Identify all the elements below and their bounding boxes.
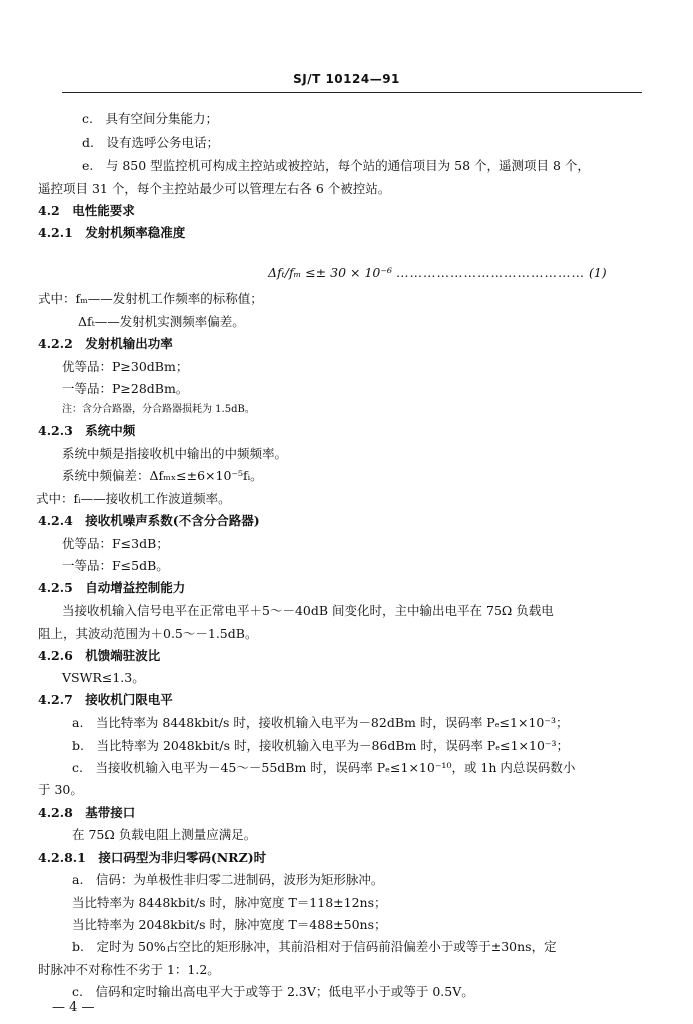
equation-leader: …………………………………… <box>395 265 585 280</box>
text-line: b. 当比特率为 2048kbit/s 时，接收机输入电平为－86dBm 时，误码率 Pₑ≤1×10⁻³； <box>72 738 570 753</box>
header-rule <box>62 92 642 93</box>
text-line: 一等品：P≥28dBm。 <box>62 381 189 396</box>
section-heading: 4.2 电性能要求 <box>38 203 135 218</box>
text-line: 当比特率为 8448kbit/s 时，脉冲宽度 T＝118±12ns； <box>72 895 387 910</box>
text-line: 于 30。 <box>38 782 83 797</box>
text-line: 式中：fₘ——发射机工作频率的标称值； <box>38 291 263 306</box>
text-line: Δfₜ——发射机实测频率偏差。 <box>78 314 245 329</box>
equation-body: Δfₜ/fₘ ≤± 30 × 10⁻⁶ <box>268 265 392 280</box>
text-line: 一等品：F≤5dB。 <box>62 558 169 573</box>
section-heading: 4.2.6 机馈端驻波比 <box>38 648 161 663</box>
section-heading: 4.2.8 基带接口 <box>38 805 136 820</box>
text-line: c. 具有空间分集能力； <box>82 111 218 126</box>
text-line: 遥控项目 31 个，每个主控站最少可以管理左右各 6 个被控站。 <box>38 181 391 196</box>
text-line: 优等品：F≤3dB； <box>62 536 169 551</box>
text-line: 式中：fᵢ——接收机工作波道频率。 <box>36 491 231 506</box>
text-line: c. 当接收机输入电平为－45～－55dBm 时，误码率 Pₑ≤1×10⁻¹⁰，或 1h 内总误码数小 <box>72 760 576 775</box>
text-line: 当比特率为 2048kbit/s 时，脉冲宽度 T＝488±50ns； <box>72 917 387 932</box>
text-line: 系统中频是指接收机中输出的中频频率。 <box>62 446 288 461</box>
document-code: SJ/T 10124—91 <box>293 72 400 86</box>
section-heading: 4.2.5 自动增益控制能力 <box>38 580 186 595</box>
text-line: d. 设有选呼公务电话； <box>82 135 219 150</box>
text-line: VSWR≤1.3。 <box>62 670 145 685</box>
text-line: 系统中频偏差：Δfₘₓ≤±6×10⁻⁵fᵢ。 <box>62 468 263 483</box>
section-heading: 4.2.4 接收机噪声系数(不含分合路器) <box>38 513 260 528</box>
section-heading: 4.2.2 发射机输出功率 <box>38 336 173 351</box>
text-line: 阻上，其波动范围为＋0.5～－1.5dB。 <box>38 626 258 641</box>
text-line: a. 信码：为单极性非归零二进制码，波形为矩形脉冲。 <box>72 872 384 887</box>
section-heading: 4.2.3 系统中频 <box>38 423 136 438</box>
section-heading: 4.2.1 发射机频率稳准度 <box>38 225 186 240</box>
section-heading: 4.2.8.1 接口码型为非归零码(NRZ)时 <box>38 850 267 865</box>
text-line: 时脉冲不对称性不劣于 1：1.2。 <box>38 962 220 977</box>
text-line: 优等品：P≥30dBm； <box>62 359 189 374</box>
text-line: c. 信码和定时输出高电平大于或等于 2.3V；低电平小于或等于 0.5V。 <box>72 984 474 999</box>
text-line: 当接收机输入信号电平在正常电平＋5～－40dB 间变化时，主中输出电平在 75Ω 负载电 <box>62 603 554 618</box>
note-line: 注：含分合路器，分合路器损耗为 1.5dB。 <box>62 404 255 415</box>
text-line: a. 当比特率为 8448kbit/s 时，接收机输入电平为－82dBm 时，误码率 Pₑ≤1×10⁻³； <box>72 715 569 730</box>
section-heading: 4.2.7 接收机门限电平 <box>38 692 173 707</box>
text-line: e. 与 850 型监控机可构成主控站或被控站，每个站的通信项目为 58 个，遥测项目 8 个， <box>82 158 590 173</box>
text-line: b. 定时为 50%占空比的矩形脉冲，其前沿相对于信码前沿偏差小于或等于±30ns，定 <box>72 939 557 954</box>
equation-1 <box>268 265 607 280</box>
equation-number: (1) <box>588 265 607 280</box>
page-number: — 4 — <box>52 1000 95 1015</box>
text-line: 在 75Ω 负载电阻上测量应满足。 <box>72 827 257 842</box>
